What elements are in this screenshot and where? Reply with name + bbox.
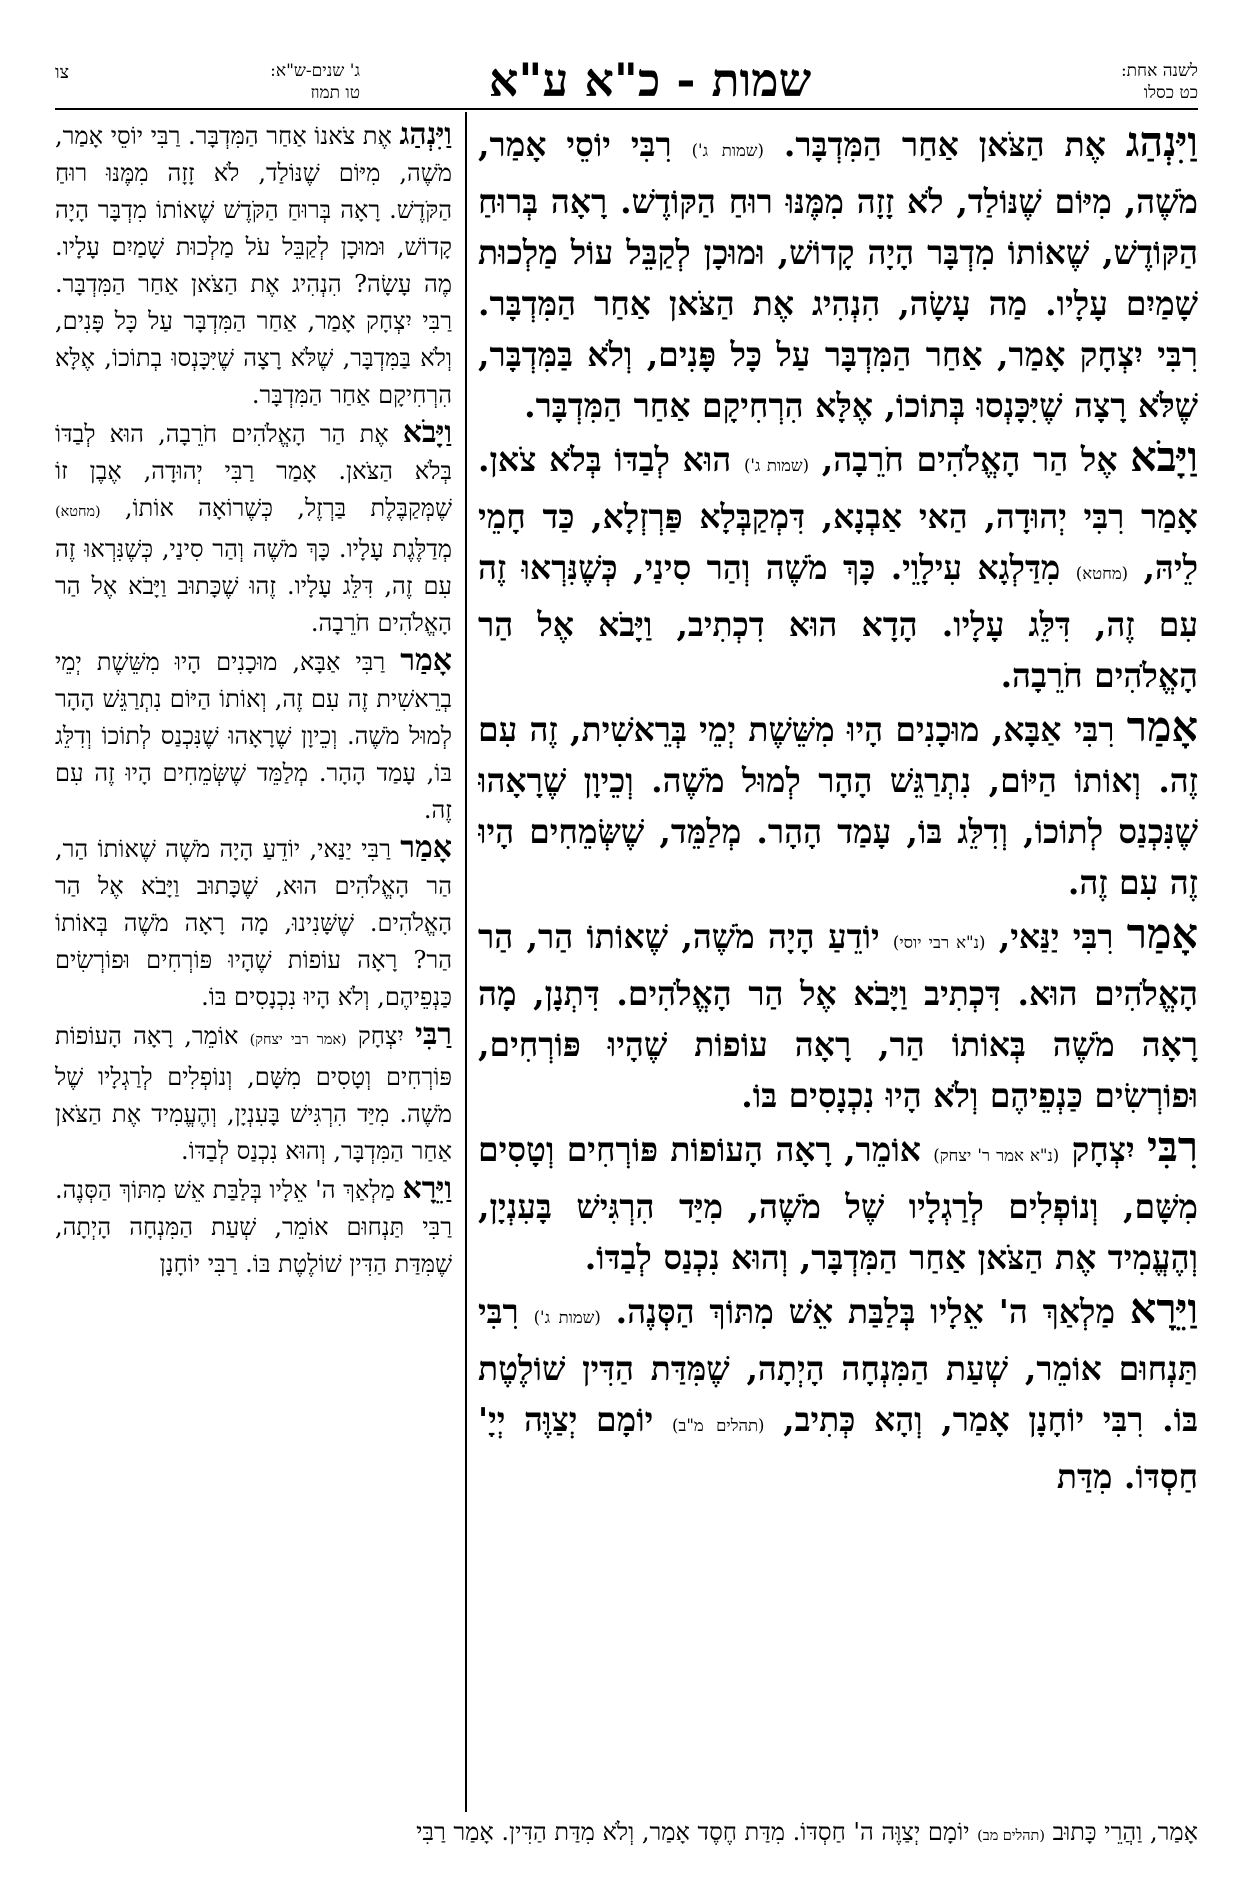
footer-text-1: אָמַר, וַהֲרֵי כָּתוּב: [1044, 1818, 1198, 1846]
main-paragraph-3: [478, 701, 1198, 908]
main-p3-text: רִבִּי אַבָּא, מוּכָנִים הָיוּ מִשֵּׁשֶׁת יְמֵי בְּרֵאשִׁית, זֶה עִם זֶה. וְאוֹתוֹ הַיּוֹם, נִתְרַגֵּשׁ הָהָר לְמוּל מֹשֶׁה. וְכֵיוָן שֶׁרָאָהוּ שֶׁנִּכְנַס לְתוֹכוֹ, וְדִלֵּג בּוֹ, עָמַד הָהָר. מְלַמֵּד, שֶׁשְּׂמֵחִים הָיוּ זֶה עִם זֶה.: [478, 710, 1198, 902]
main-p5-lead: רִבִּי: [1147, 1122, 1198, 1171]
header-left-line2: טו תמוז: [310, 83, 360, 103]
main-p6-lead: וַיֵּרָא: [1129, 1284, 1198, 1333]
side-paragraph-3: [55, 642, 452, 829]
main-p6-rest2: יוֹמָם יְצַוֶּה יְיָ' חַסְדּוֹ. מִדַּת: [478, 1400, 1198, 1496]
main-p2-ref: (שמות ג'): [743, 456, 810, 475]
side-s6-text: מַלְאַךְ ה' אֵלָיו בְּלַבַּת אֵשׁ מִתּוֹךְ הַסְּנֶה. רַבִּי תַּנְחוּם אוֹמֵר, שְׁעַת הַמִּנְחָה הָיְתָה, שֶׁמִּדַּת הַדִּין שׁוֹלֶטֶת בּוֹ. רַבִּי יוֹחָנָן: [55, 1176, 452, 1278]
side-s5-ref: (אמר רבי יצחק): [249, 1032, 347, 1048]
side-s2-lead: וַיָּבֹא: [402, 415, 452, 450]
header-divider: [55, 108, 1198, 110]
footer-text-2: יוֹמָם יְצַוֶּה ה' חַסְדּוֹ. מִדַּת חֶסֶד אָמַר, וְלֹא מִדַּת הַדִּין. אָמַר רַבִּי: [416, 1818, 978, 1846]
side-s6-lead: וַיֵּרָא: [402, 1171, 452, 1206]
main-p4-text: רִבִּי יַנַּאי,: [985, 917, 1127, 956]
side-s4-lead: אָמַר: [400, 830, 452, 865]
header-left-schedule: [110, 60, 360, 104]
side-s1-text: אֶת צֹאנוֹ אַחַר הַמִּדְבָּר. רַבִּי יוֹסֵי אָמַר, מֹשֶׁה, מִיּוֹם שֶׁנּוֹלַד, לֹא זָזָה מִמֶּנּוּ רוּחַ הַקֹּדֶשׁ. רָאָה בְּרוּחַ הַקֹּדֶשׁ שֶׁאוֹתוֹ מִדְבָּר הָיָה קָדוֹשׁ, וּמוּכָן לְקַבֵּל עֹל מַלְכוּת שָׁמַיִם עָלָיו. מֶה עָשָׂה? הִנְהִיג אֶת הַצֹּאן אַחַר הַמִּדְבָּר. רַבִּי יִצְחָק אָמַר, אַחַר הַמִּדְבָּר עַל כָּל פָּנִים, וְלֹא בַּמִּדְבָּר, שֶׁלֹּא רָצָה שֶׁיִּכָּנְסוּ בְתוֹכוֹ, אֶלָּא הִרְחִיקָם אַחַר הַמִּדְבָּר.: [55, 122, 452, 409]
main-p6-ref: (שמות ג'): [533, 1308, 601, 1327]
header-right-schedule: [968, 60, 1198, 104]
side-s2-ref: (מחטא): [55, 504, 101, 520]
side-s2-rest: מְדַלֶּגֶת עָלָיו. כָּךְ מֹשֶׁה וְהַר סִינַי, כְּשֶׁנִּרְאוּ זֶה עִם זֶה, דִּלֵּג עָלָיו. זֶהוּ שֶׁכָּתוּב וַיָּבֹא אֶל הַר הָאֱלֹהִים חֹרֵבָה.: [55, 535, 452, 637]
main-p4-lead: אָמַר: [1126, 909, 1198, 958]
side-paragraph-5: [55, 1016, 452, 1170]
side-paragraph-1: [55, 116, 452, 414]
main-p6-rest: רִבִּי תַּנְחוּם אוֹמֵר, שְׁעַת הַמִּנְחָה הָיְתָה, שֶׁמִּדַּת הַדִּין שׁוֹלֶטֶת בּוֹ. רִבִּי יוֹחָנָן אָמַר, וְהָא כְּתִיב,: [478, 1292, 1198, 1439]
side-paragraph-2: [55, 414, 452, 642]
main-p5-text: יִצְחָק: [1059, 1130, 1148, 1169]
main-p2-lead: וַיָּבֹא: [1130, 432, 1198, 481]
main-p2-rest: הוּא לְבַדּוֹ בְּלֹא צֹאן. אָמַר רִבִּי יְהוּדָה, הַאי אַבְנָא, דִּמְקַבְּלָא פַּרְזְלָא, כַּד חָמֵי לֵיהּ,: [478, 440, 1198, 587]
side-s5-lead: רַבִּי: [414, 1017, 452, 1052]
main-p1-text: אֶת הַצֹּאן אַחַר הַמִּדְבָּר.: [763, 125, 1126, 164]
page-title: שמות - כ"א ע"א: [488, 53, 812, 107]
main-paragraph-5: [478, 1121, 1198, 1283]
main-p1-rest: רִבִּי יוֹסֵי אָמַר, מֹשֶׁה, מִיּוֹם שֶׁנּוֹלַד, לֹא זָזָה מִמֶּנּוּ רוּחַ הַקּוֹדֶשׁ. רָאָה בְּרוּחַ הַקּוֹדֶשׁ, שֶׁאוֹתוֹ מִדְבָּר הָיָה קָדוֹשׁ, וּמוּכָן לְקַבֵּל עוֹל מַלְכוּת שָׁמַיִם עָלָיו. מַה עָשָׂה, הִנְהִיג אֶת הַצֹּאן אַחַר הַמִּדְבָּר. רִבִּי יִצְחָק אָמַר, אַחַר הַמִּדְבָּר עַל כָּל פָּנִים, וְלֹא בַּמִּדְבָּר, שֶׁלֹּא רָצָה שֶׁיִּכָּנְסוּ בְּתוֹכוֹ, אֶלָּא הִרְחִיקָם אַחַר הַמִּדְבָּר.: [478, 125, 1198, 425]
header-right-line2: כט כסלו: [1143, 83, 1198, 103]
side-s4-text: רַבִּי יַנַּאי, יוֹדֵעַ הָיָה מֹשֶׁה שֶׁאוֹתוֹ הַר, הַר הָאֱלֹהִים הוּא, שֶׁכָּתוּב וַיָּבֹא אֶל הַר הָאֱלֹהִים. שֶׁשָּׁנִינוּ, מָה רָאָה מֹשֶׁה בְּאוֹתוֹ הַר? רָאָה עוֹפוֹת שֶׁהָיוּ פּוֹרְחִים וּפוֹרְשִׂים כַּנְפֵיהֶם, וְלֹא הָיוּ נִכְנָסִים בּוֹ.: [55, 835, 452, 1011]
main-p4-ref: (נ"א רבי יוסי): [892, 933, 986, 952]
main-p6-ref2: (תהלים מ"ב): [671, 1416, 765, 1435]
side-s1-lead: וַיִּנְהַג: [399, 117, 452, 152]
footer-ref: (תהלים מב): [977, 1828, 1045, 1844]
main-paragraph-1: [478, 116, 1198, 431]
main-p5-ref: (נ"א אמר ר' יצחק): [933, 1146, 1060, 1165]
main-paragraph-2: [478, 431, 1198, 701]
side-paragraph-4: [55, 829, 452, 1016]
column-divider: [465, 112, 467, 1812]
main-p1-lead: וַיִּנְהַג: [1125, 117, 1198, 166]
main-paragraph-4: [478, 908, 1198, 1121]
main-paragraph-6: [478, 1283, 1198, 1502]
side-text-column: [55, 116, 452, 1806]
side-s5-rest: אוֹמֵר, רָאָה הָעוֹפוֹת פּוֹרְחִים וְטָסִים מִשָּׁם, וְנוֹפְלִים לְרַגְלָיו שֶׁל מֹשֶׁה. מִיַּד הִרְגִּישׁ בָּעִנְיָן, וְהֶעֱמִיד אֶת הַצֹּאן אַחַר הַמִּדְבָּר, וְהוּא נִכְנַס לְבַדּוֹ.: [55, 1022, 452, 1165]
side-paragraph-6: [55, 1170, 452, 1283]
main-p2-ref2: (מחטא): [1075, 564, 1129, 583]
side-s2-text: אֶת הַר הָאֱלֹהִים חֹרֵבָה, הוּא לְבַדּוֹ בְּלֹא הַצֹּאן. אָמַר רַבִּי יְהוּדָה, אֶבֶן זוֹ שֶׁמְּקַבֶּלֶת בַּרְזֶל, כְּשֶׁרוֹאָה אוֹתוֹ,: [55, 420, 452, 522]
main-p4-rest: יוֹדֵעַ הָיָה מֹשֶׁה, שֶׁאוֹתוֹ הַר, הַר הָאֱלֹהִים הוּא. דִּכְתִיב וַיָּבֹא אֶל הַר הָאֱלֹהִים. דִּתְנָן, מָה רָאָה מֹשֶׁה בְּאוֹתוֹ הַר, רָאָה עוֹפוֹת שֶׁהָיוּ פּוֹרְחִים, וּפוֹרְשִׂים כַּנְפֵיהֶם וְלֹא הָיוּ נִכְנָסִים בּוֹ.: [478, 917, 1198, 1115]
main-p1-ref: (שמות ג'): [691, 141, 764, 160]
side-s3-lead: אָמַר: [400, 643, 452, 678]
footer-continuation: [55, 1812, 1198, 1856]
main-p3-lead: אָמַר: [1126, 702, 1198, 751]
main-text-column: [478, 116, 1198, 1806]
main-p5-rest: אוֹמֵר, רָאָה הָעוֹפוֹת פּוֹרְחִים וְטָסִים מִשָּׁם, וְנוֹפְלִים לְרַגְלָיו שֶׁל מֹשֶׁה, מִיַּד הִרְגִּישׁ בָּעִנְיָן, וְהֶעֱמִיד אֶת הַצֹּאן אַחַר הַמִּדְבָּר, וְהוּא נִכְנַס לְבַדּוֹ.: [478, 1130, 1198, 1277]
side-s5-text: יִצְחָק: [346, 1022, 415, 1050]
header-left-line1: ג' שנים-ש"א:: [270, 61, 360, 81]
side-s3-text: רַבִּי אַבָּא, מוּכָנִים הָיוּ מִשֵּׁשֶׁת יְמֵי בְרֵאשִׁית זֶה עִם זֶה, וְאוֹתוֹ הַיּוֹם נִתְרַגֵּשׁ הָהָר לְמוּל מֹשֶׁה. וְכֵיוָן שֶׁרָאָהוּ שֶׁנִּכְנַס לְתוֹכוֹ וְדִלֵּג בּוֹ, עָמַד הָהָר. מְלַמֵּד שֶׁשְּׂמֵחִים הָיוּ זֶה עִם זֶה.: [55, 648, 452, 824]
main-p2-rest2: מִדַּלְגָא עִילָוֵי. כָּךְ מֹשֶׁה וְהַר סִינַי, כְּשֶׁנִּרְאוּ זֶה עִם זֶה, דִּלֵּג עָלָיו. הָדָא הוּא דִכְתִיב, וַיָּבֹא אֶל הַר הָאֱלֹהִים חֹרֵבָה.: [478, 548, 1198, 695]
header-right-line1: לשנה אחת:: [1120, 61, 1198, 81]
page-number: צו: [55, 62, 70, 83]
main-p6-text: מַלְאַךְ ה' אֵלָיו בְּלַבַּת אֵשׁ מִתּוֹךְ הַסְּנֶה.: [600, 1292, 1130, 1331]
main-p2-text: אֶל הַר הָאֱלֹהִים חֹרֵבָה,: [809, 440, 1131, 479]
